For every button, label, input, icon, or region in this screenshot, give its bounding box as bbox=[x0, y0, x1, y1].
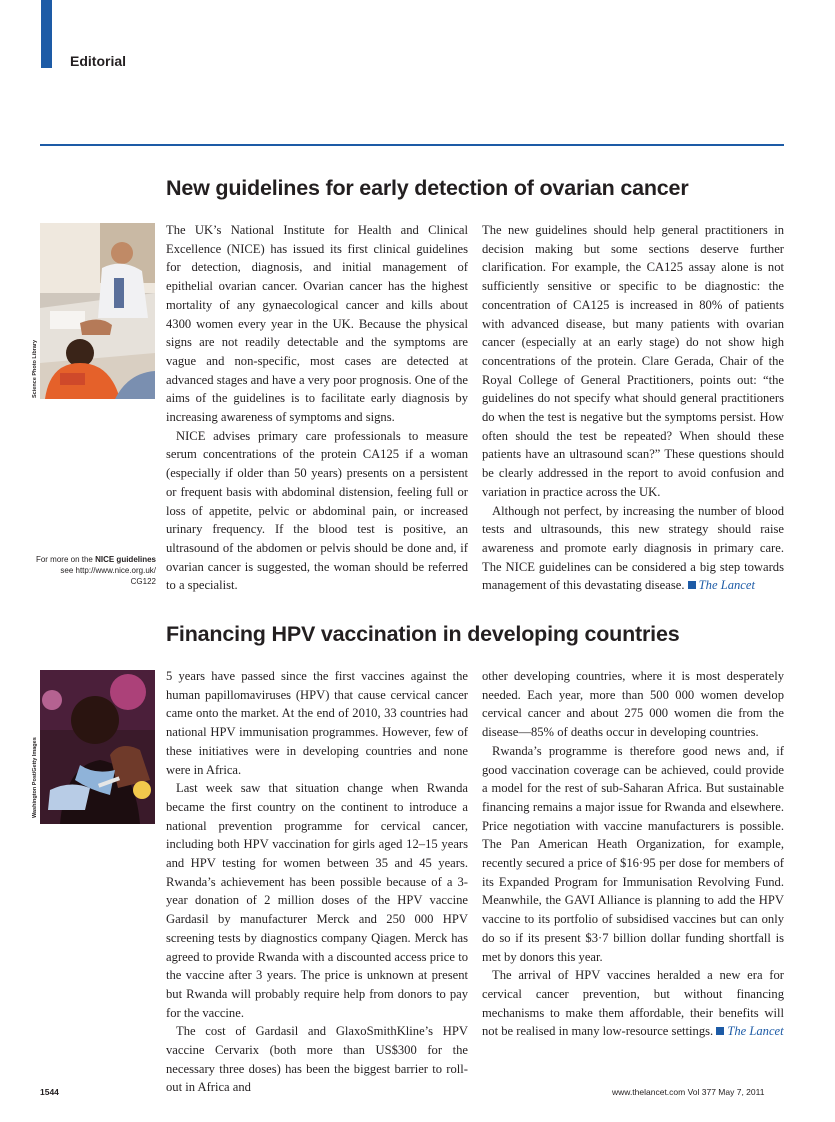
article2-col2-paragraph-2: Rwanda’s programme is therefore good news and, if good vaccination coverage can be achieved, could provide a model for the rest of sub-Saharan Africa. But sustainable financing remains a major issue for Rwanda and elsewhere. Price negotiation with vaccine manufacturers is possible. The Pan American Heath Organization, for example, recently secured a price of $16·95 per dose for members of its Expanded Program for Immunisation Revolving Fund. Meanwhile, the GAVI Alliance is planning to add the HPV vaccine to its portfolio of subsidised vaccines but can only do so if its present $3·7 billion dollar funding shortfall is met by donors this year. bbox=[482, 743, 784, 964]
article1-col1-paragraph-1: The UK’s National Institute for Health and Clinical Excellence (NICE) has issued its first clinical guidelines for detection, diagnosis, and initial management of epithelial ovarian cancer. Ovarian cancer has the highest mortality of any gynaecological cancer and kills about 4300 women every year in the UK. Because the physical signs are not readily detectable and the symptoms are vague and non-specific, most cases are detected at advanced stages and have a very poor prognosis. One of the aims of the guidelines is to facilitate early diagnosis by increasing awareness of symptoms and signs. bbox=[166, 223, 468, 425]
article1-col2-paragraph-2 bbox=[482, 502, 784, 596]
journal-info: www.thelancet.com Vol 377 May 7, 2011 bbox=[612, 1087, 765, 1097]
side-note-line-1 bbox=[20, 554, 156, 565]
end-square-icon bbox=[716, 1027, 724, 1035]
header-rule bbox=[40, 144, 784, 146]
page-number: 1544 bbox=[40, 1087, 59, 1097]
section-color-bar bbox=[41, 0, 52, 68]
article1-col2-paragraph-2-text: Although not perfect, by increasing the number of blood tests and ultrasounds, this new strategy should raise awareness and promote early diagnosis in primary care. The NICE guidelines can be considered a big step towards management of this devastating disease. bbox=[482, 503, 784, 593]
article2-col1-paragraph-2: Last week saw that situation change when Rwanda became the first country on the continent to introduce a national prevention programme for cervical cancer, including both HPV vaccination for girls aged 12–15 years and HPV testing for women between 35 and 45 years. Rwanda’s achievement has been possible because of a 3-year donation of 2 million doses of the HPV vaccine Gardasil by manufacturer Merck and 250 000 HPV screening tests by diagnostics company Qiagen. Merck has agreed to provide Rwanda with a discounted access price to the vaccine after 3 years. The price is unknown at present but Rwanda will probably require help from donors to pay for the vaccine. bbox=[166, 781, 468, 1020]
article2-signature-text: The Lancet bbox=[727, 1024, 784, 1039]
article1-column-1 bbox=[166, 221, 468, 595]
article2-signature bbox=[716, 1024, 783, 1038]
article1-signature bbox=[688, 578, 755, 592]
vaccination-image bbox=[40, 670, 155, 824]
article1-title: New guidelines for early detection of ovarian cancer bbox=[166, 176, 689, 200]
article2-photo bbox=[40, 670, 155, 824]
doctor-consultation-image bbox=[40, 223, 155, 399]
nice-guidelines-side-note bbox=[20, 554, 156, 588]
section-label: Editorial bbox=[70, 53, 127, 69]
article1-col2-paragraph-1: The new guidelines should help general practitioners in decision making but some sections deserve further clarification. For example, the CA125 assay alone is not sufficiently sensitive or specific to be diagnostic: the concentration of CA125 is increased in 80% of patients with advanced disease, but many patients with ovarian cancer (especially at an early stage) do not show high concentrations of the protein. Clare Gerada, Chair of the Royal College of General Practitioners, points out: “the guidelines do not specify what should general practitioners do when the test is negative but the symptoms persist. How often should the test be repeated? When should these patients have an ultrasound scan?” These questions should be clearly addressed in the report to avoid confusion and variation in practice across the UK. bbox=[482, 223, 784, 499]
article1-photo bbox=[40, 223, 155, 399]
article1-column-2 bbox=[482, 221, 784, 595]
article2-column-1 bbox=[166, 667, 468, 1097]
article1-photo-credit: Science Photo Library bbox=[32, 339, 38, 398]
end-square-icon bbox=[688, 581, 696, 589]
side-note-link[interactable]: see http://www.nice.org.uk/ bbox=[60, 566, 156, 576]
side-note-reference: CG122 bbox=[130, 577, 156, 587]
article2-photo-credit: Washington Post/Getty Images bbox=[32, 737, 38, 818]
side-note-bold: NICE guidelines bbox=[95, 555, 156, 564]
article2-column-2 bbox=[482, 667, 784, 1041]
article2-col2-paragraph-3 bbox=[482, 966, 784, 1041]
article1-col1-paragraph-2: NICE advises primary care professionals to measure serum concentrations of the protein CA125 if a woman (especially if older than 50 years) presents on a persistent or frequent basis with abdominal distension, feeling full or loss of appetite, pelvic or abdominal pain, or increased urinary frequency. If the blood test is positive, an ultrasound of the abdomen or pelvis should be done and, if ovarian cancer is suggested, the woman should be referred to a specialist. bbox=[166, 428, 468, 593]
article2-col2-paragraph-1: other developing countries, where it is most desperately needed. Each year, more than 500 000 women develop cervical cancer and about 275 000 women die from the disease—85% of deaths occur in developing countries. bbox=[482, 669, 784, 740]
side-note-prefix: For more on the bbox=[35, 555, 96, 564]
article2-col2-paragraph-3-text: The arrival of HPV vaccines heralded a new era for cervical cancer prevention, but without financing mechanisms to make them affordable, their benefits will not be realised in many low-resource settings. bbox=[482, 968, 784, 1039]
article2-col1-paragraph-3: The cost of Gardasil and GlaxoSmithKline’s HPV vaccine Cervarix (both more than US$300 for the necessary three doses) has been the biggest barrier to roll-out in Africa and bbox=[166, 1024, 468, 1095]
article1-signature-text: The Lancet bbox=[698, 578, 755, 593]
article2-title: Financing HPV vaccination in developing countries bbox=[166, 622, 680, 646]
article2-col1-paragraph-1: 5 years have passed since the first vaccines against the human papillomaviruses (HPV) that cause cervical cancer came onto the market. At the end of 2010, 33 countries had national HPV immunisation programmes. However, few of these initiatives were in developing countries and none were in Africa. bbox=[166, 669, 468, 777]
